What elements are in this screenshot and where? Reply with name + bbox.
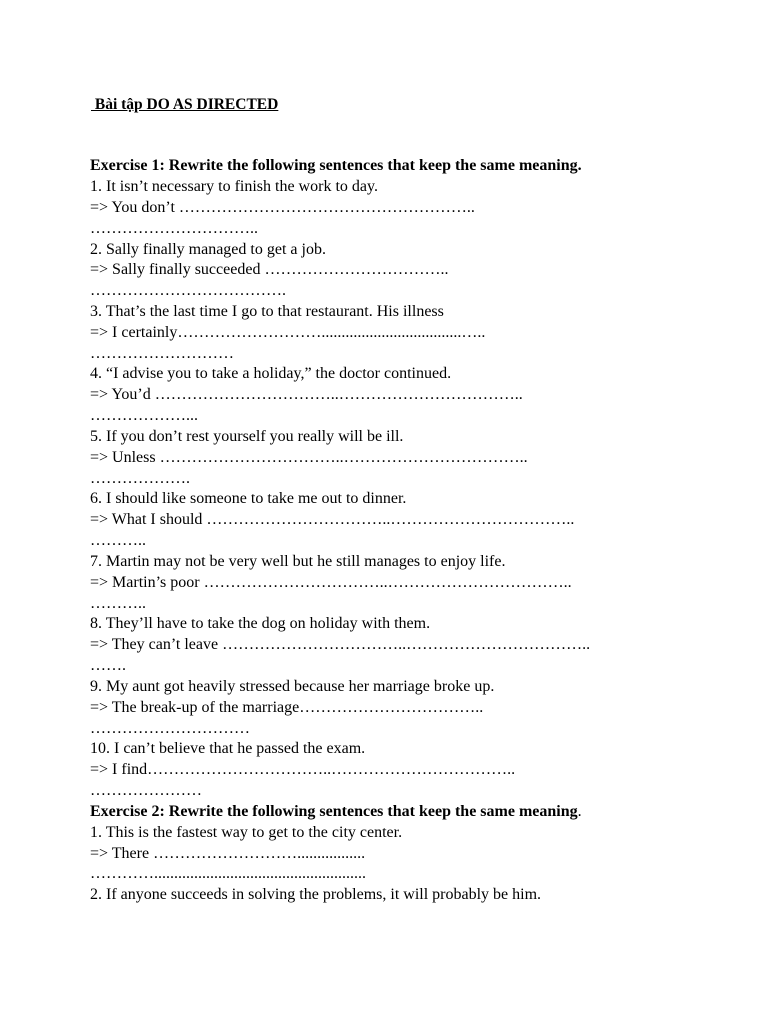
ex2-sentence-1: 1. This is the fastest way to get to the city center. (90, 824, 403, 841)
ex1-sentence-5: 5. If you don’t rest yourself you really will be ill. (90, 428, 404, 445)
ex1-answer-6: => What I should ……………………………..…………………………….. (90, 511, 575, 528)
exercise-2-heading-period: . (577, 803, 582, 820)
ex1-answer-2: => Sally finally succeeded …………………………….. (90, 261, 449, 278)
ex2-sentence-2: 2. If anyone succeeds in solving the problems, it will probably be him. (90, 886, 542, 903)
ex1-continuation-4: ………………... (90, 407, 198, 424)
ex1-answer-5: => Unless ……………………………..…………………………….. (90, 449, 528, 466)
ex1-sentence-3: 3. That’s the last time I go to that restaurant. His illness (90, 303, 444, 320)
ex1-continuation-8: ……. (90, 657, 126, 674)
ex1-continuation-1: ………………………….. (90, 220, 258, 237)
ex1-continuation-6: ……….. (90, 532, 146, 549)
ex1-sentence-6: 6. I should like someone to take me out to dinner. (90, 490, 407, 507)
ex2-continuation-1: …………..................................................... (90, 865, 366, 882)
ex1-answer-7: => Martin’s poor ……………………………..…………………………….. (90, 574, 572, 591)
ex1-continuation-9: ………………………… (90, 720, 250, 737)
exercise-2-heading (90, 802, 582, 822)
ex1-continuation-2: ………………………………. (90, 282, 286, 299)
exercise-1-heading: Exercise 1: Rewrite the following sentences that keep the same meaning. (90, 157, 582, 174)
ex1-sentence-9: 9. My aunt got heavily stressed because her marriage broke up. (90, 678, 495, 695)
ex1-answer-9: => The break-up of the marriage…………………………….. (90, 699, 484, 716)
ex1-sentence-8: 8. They’ll have to take the dog on holiday with them. (90, 615, 431, 632)
worksheet-title: Bài tập DO AS DIRECTED (91, 96, 279, 113)
ex1-answer-1: => You don’t ……………………………………………….. (90, 199, 475, 216)
ex1-sentence-4: 4. “I advise you to take a holiday,” the doctor continued. (90, 365, 452, 382)
ex1-sentence-7: 7. Martin may not be very well but he still manages to enjoy life. (90, 553, 506, 570)
ex1-continuation-3: ……………………… (90, 345, 234, 362)
ex1-sentence-2: 2. Sally finally managed to get a job. (90, 241, 326, 258)
ex1-continuation-5: ………………. (90, 470, 190, 487)
ex1-answer-8: => They can’t leave ……………………………..…………………………….. (90, 636, 591, 653)
ex1-continuation-7: ……….. (90, 595, 146, 612)
ex1-sentence-1: 1. It isn’t necessary to finish the work to day. (90, 178, 378, 195)
ex1-answer-10: => I find……………………………..…………………………….. (90, 761, 516, 778)
exercise-2-heading-text: Exercise 2: Rewrite the following sentences that keep the same meaning (90, 803, 578, 820)
ex1-answer-3: => I certainly………………………...................................….. (90, 324, 486, 341)
ex2-answer-1: => There ………………………................. (90, 845, 366, 862)
ex1-continuation-10: ………………… (90, 782, 202, 799)
ex1-answer-4: => You’d ……………………………..…………………………….. (90, 386, 523, 403)
ex1-sentence-10: 10. I can’t believe that he passed the exam. (90, 740, 366, 757)
